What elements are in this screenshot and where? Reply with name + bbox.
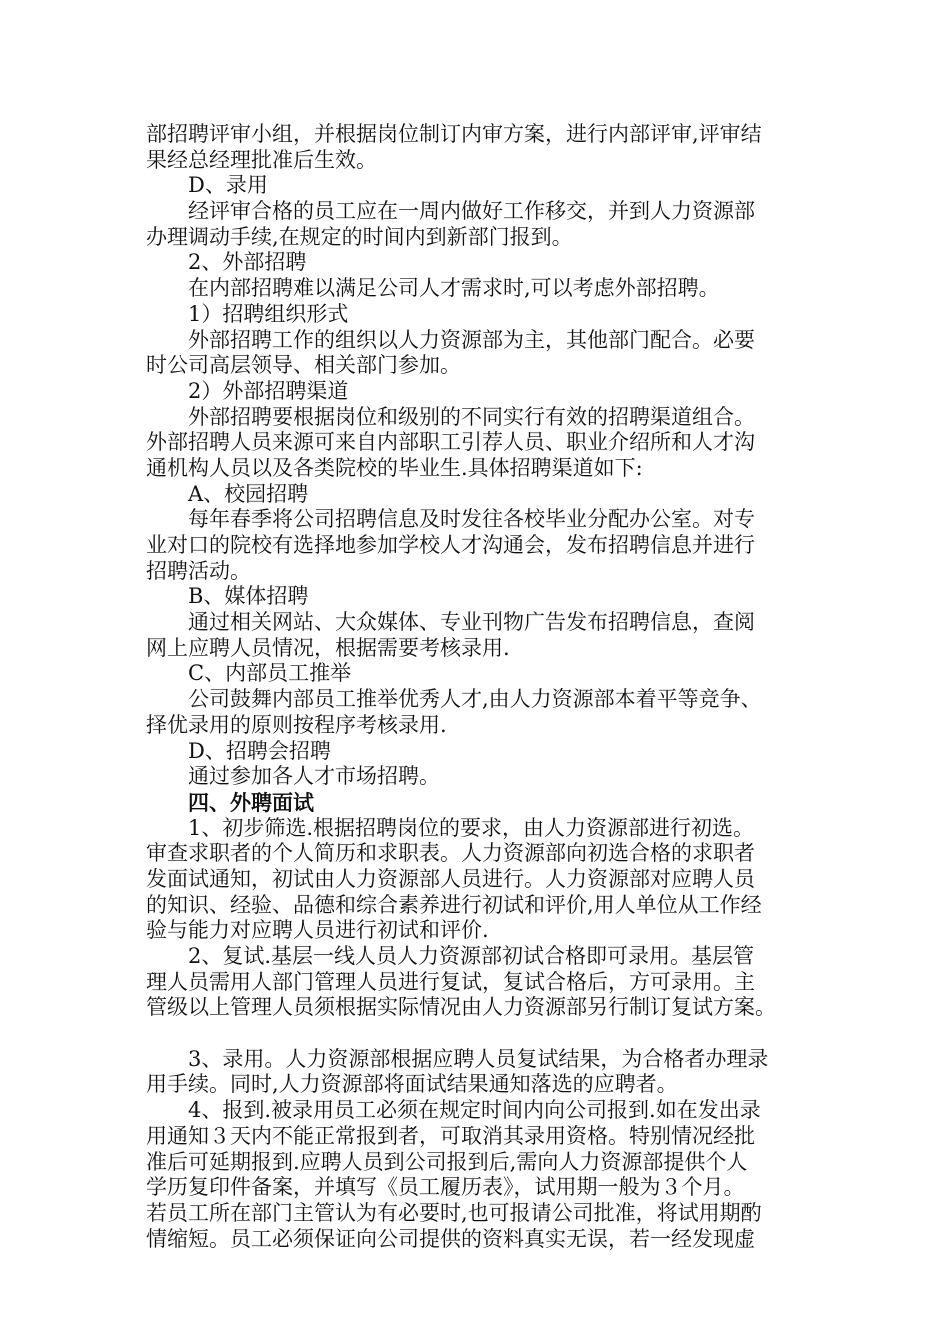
text-line: 通过相关网站、大众媒体、专业刊物广告发布招聘信息，查阅 bbox=[188, 610, 755, 635]
text-line: 管级以上管理人员须根据实际情况由人力资源部另行制订复试方案。 bbox=[146, 995, 776, 1020]
text-line: 用手续。同时,人力资源部将面试结果通知落选的应聘者。 bbox=[146, 1072, 678, 1097]
text-line: 通过参加各人才市场招聘。 bbox=[188, 764, 440, 789]
text-line: 每年春季将公司招聘信息及时发往各校毕业分配办公室。对专 bbox=[188, 507, 755, 532]
text-line: 经评审合格的员工应在一周内做好工作移交，并到人力资源部 bbox=[188, 199, 755, 224]
text-line: 部招聘评审小组，并根据岗位制订内审方案，进行内部评审,评审结 bbox=[146, 122, 762, 146]
text-line: 若员工所在部门主管认为有必要时,也可报请公司批准，将试用期酌 bbox=[146, 1200, 762, 1225]
chapter-heading: 四、外聘面试 bbox=[188, 789, 314, 815]
section-heading: 2）外部招聘渠道 bbox=[188, 378, 349, 403]
section-heading: A、校园招聘 bbox=[188, 481, 309, 506]
text-line: 公司鼓舞内部员工推举优秀人才,由人力资源部本着平等竞争、 bbox=[188, 687, 762, 712]
text-line: 招聘活动。 bbox=[146, 558, 251, 583]
paragraph-gap bbox=[146, 1021, 826, 1047]
text-line: 业对口的院校有选择地参加学校人才沟通会，发布招聘信息并进行 bbox=[146, 533, 755, 557]
text-line: 用通知３天内不能正常报到者，可取消其录用资格。特别情况经批 bbox=[146, 1123, 755, 1148]
text-line: 网上应聘人员情况，根据需要考核录用. bbox=[146, 635, 510, 660]
text-line: 2、复试.基层一线人员人力资源部初试合格即可录用。基层管 bbox=[188, 944, 755, 968]
section-heading: B、媒体招聘 bbox=[188, 584, 309, 609]
text-line: 4、报到.被录用员工必须在规定时间内向公司报到.如在发出录 bbox=[188, 1098, 761, 1123]
section-heading: C、内部员工推举 bbox=[188, 661, 352, 686]
document-page bbox=[146, 122, 826, 1252]
section-heading: D、录用 bbox=[188, 173, 268, 198]
text-line: 学历复印件备案，并填写《员工履历表》，试用期一般为３个月。 bbox=[146, 1175, 745, 1200]
text-line: 果经总经理批准后生效。 bbox=[146, 147, 377, 172]
text-line: 在内部招聘难以满足公司人才需求时,可以考虑外部招聘。 bbox=[188, 276, 720, 301]
text-line: 验与能力对应聘人员进行初试和评价. bbox=[146, 918, 489, 943]
section-heading: D、招聘会招聘 bbox=[188, 738, 331, 763]
text-line: 的知识、经验、品德和综合素养进行初试和评价,用人单位从工作经 bbox=[146, 892, 762, 917]
text-line: 情缩短。员工必须保证向公司提供的资料真实无误，若一经发现虚 bbox=[146, 1226, 755, 1251]
text-line: 外部招聘工作的组织以人力资源部为主，其他部门配合。必要 bbox=[188, 327, 755, 352]
text-line: 择优录用的原则按程序考核录用. bbox=[146, 712, 447, 737]
text-line: 外部招聘人员来源可来自内部职工引荐人员、职业介绍所和人才沟 bbox=[146, 430, 755, 455]
text-line: 准后可延期报到.应聘人员到公司报到后,需向人力资源部提供个人 bbox=[146, 1149, 748, 1174]
text-line: 通机构人员以及各类院校的毕业生.具体招聘渠道如下: bbox=[146, 455, 643, 480]
text-line: 外部招聘要根据岗位和级别的不同实行有效的招聘渠道组合。 bbox=[188, 404, 755, 429]
text-line: 时公司高层领导、相关部门参加。 bbox=[146, 353, 461, 378]
section-heading: 1）招聘组织形式 bbox=[188, 301, 349, 326]
text-line: 3、录用。人力资源部根据应聘人员复试结果，为合格者办理录 bbox=[188, 1046, 769, 1071]
text-line: 发面试通知，初试由人力资源部人员进行。人力资源部对应聘人员 bbox=[146, 866, 755, 891]
text-line: 1、初步筛选.根据招聘岗位的要求，由人力资源部进行初选。 bbox=[188, 815, 755, 840]
text-line: 审查求职者的个人简历和求职表。人力资源部向初选合格的求职者 bbox=[146, 841, 755, 866]
text-line: 理人员需用人部门管理人员进行复试，复试合格后，方可录用。主 bbox=[146, 969, 755, 994]
section-heading: 2、外部招聘 bbox=[188, 250, 307, 275]
text-line: 办理调动手续,在规定的时间内到新部门报到。 bbox=[146, 224, 573, 249]
